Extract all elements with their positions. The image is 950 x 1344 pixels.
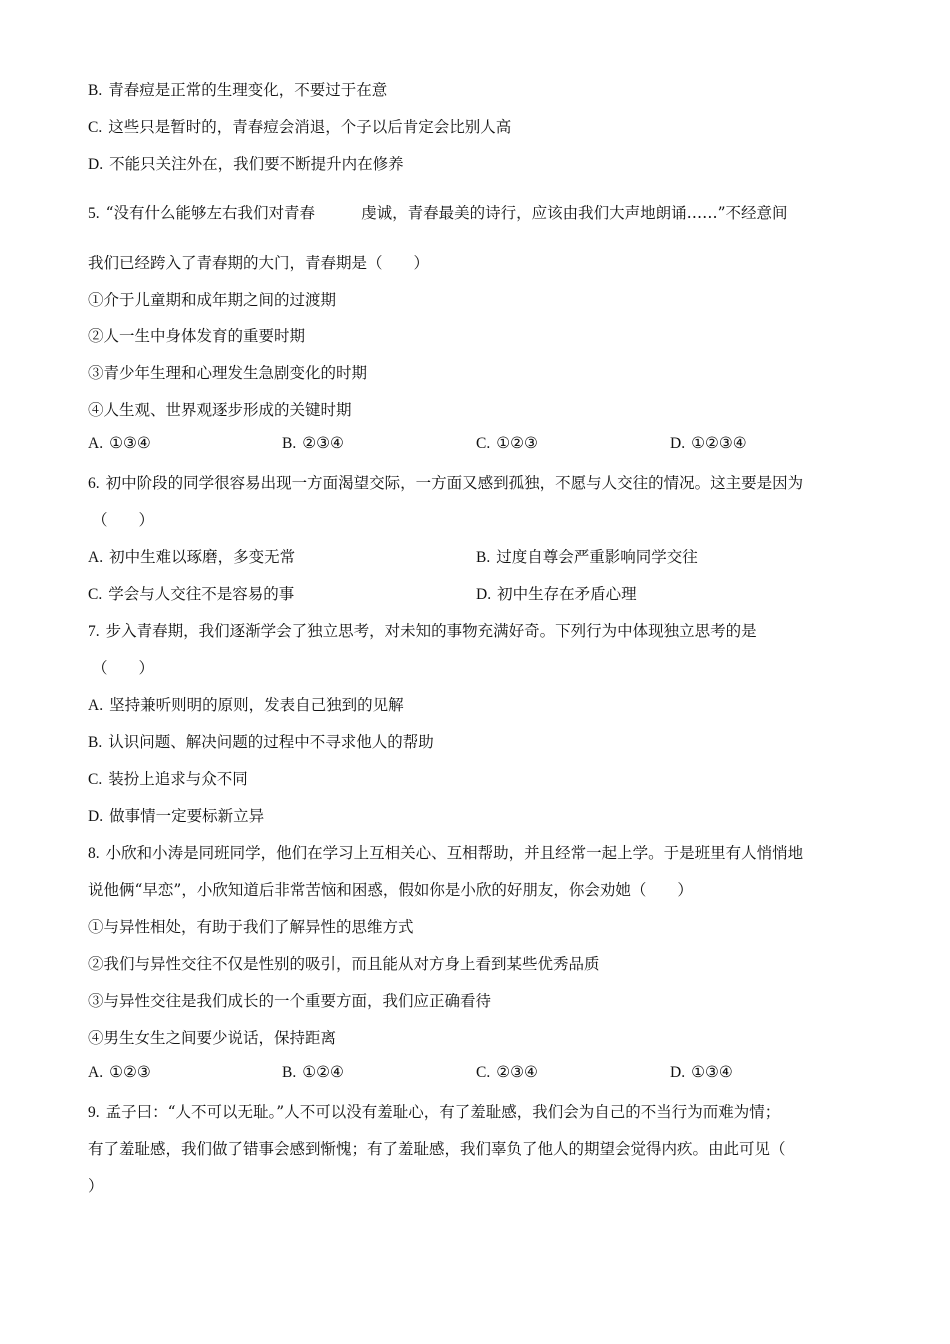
q5-option-a bbox=[88, 434, 151, 453]
q6-stem-text: 初中阶段的同学很容易出现一方面渴望交际，一方面又感到孤独，不愿与人交往的情况。这主要是因为 bbox=[105, 474, 804, 492]
q8-option-d bbox=[670, 1063, 733, 1082]
option-label: B. bbox=[88, 734, 103, 751]
q5-option-c bbox=[476, 434, 538, 453]
q4-option-b bbox=[88, 78, 387, 100]
option-text: 学会与人交往不是容易的事 bbox=[108, 585, 295, 603]
q8-stem-text: 小欣和小涛是同班同学，他们在学习上互相关心、互相帮助，并且经常一起上学。于是班里有人悄悄地 bbox=[105, 844, 804, 862]
question-number: 7. bbox=[88, 623, 100, 640]
option-label: A. bbox=[88, 435, 104, 452]
q7-option-b bbox=[88, 730, 434, 752]
q8-option-a bbox=[88, 1063, 151, 1082]
option-label: D. bbox=[670, 435, 686, 452]
q7-stem-line1 bbox=[88, 619, 757, 641]
question-number: 5. bbox=[88, 205, 100, 222]
q7-answer-bracket: （ ） bbox=[92, 659, 155, 677]
q6-option-b bbox=[476, 545, 698, 567]
q5-stem-part-a: “没有什么能够左右我们对青春 bbox=[105, 204, 316, 222]
option-text: 初中生难以琢磨，多变无常 bbox=[109, 548, 296, 566]
q8-item-4: ④男生女生之间要少说话，保持距离 bbox=[88, 1029, 337, 1047]
option-text: ①②③ bbox=[496, 434, 538, 452]
option-text: ①②③ bbox=[109, 1063, 151, 1081]
q8-item-2: ②我们与异性交往不仅是性别的吸引，而且能从对方身上看到某些优秀品质 bbox=[88, 955, 600, 973]
q5-stem-line1 bbox=[88, 201, 788, 223]
q6-answer-bracket: （ ） bbox=[92, 511, 155, 529]
q6-stem-line1 bbox=[88, 471, 803, 493]
option-text: ②③④ bbox=[302, 434, 344, 452]
q5-stem-line2: 我们已经跨入了青春期的大门，青春期是（ ） bbox=[88, 254, 430, 272]
q4-option-c bbox=[88, 115, 511, 137]
option-text: ①②④ bbox=[302, 1063, 344, 1081]
q6-option-a bbox=[88, 545, 295, 567]
option-text: 做事情一定要标新立异 bbox=[109, 807, 265, 825]
option-text: 这些只是暂时的，青春痘会消退，个子以后肯定会比别人高 bbox=[108, 118, 512, 136]
q7-option-a bbox=[88, 693, 404, 715]
q5-item-3: ③青少年生理和心理发生急剧变化的时期 bbox=[88, 364, 368, 382]
q8-option-c bbox=[476, 1063, 538, 1082]
q8-stem-line2: 说他俩“早恋”，小欣知道后非常苦恼和困惑，假如你是小欣的好朋友，你会劝她（ ） bbox=[88, 881, 693, 899]
option-label: C. bbox=[88, 771, 103, 788]
question-number: 6. bbox=[88, 475, 100, 492]
option-label: C. bbox=[476, 1064, 491, 1081]
option-label: B. bbox=[282, 435, 297, 452]
option-text: 过度自尊会严重影响同学交往 bbox=[496, 548, 698, 566]
q5-item-4: ④人生观、世界观逐步形成的关键时期 bbox=[88, 401, 352, 419]
option-label: D. bbox=[476, 586, 492, 603]
q7-option-d bbox=[88, 804, 264, 826]
q8-option-b bbox=[282, 1063, 344, 1082]
option-label: B. bbox=[88, 82, 103, 99]
option-text: 装扮上追求与众不同 bbox=[108, 770, 248, 788]
q9-stem-line2: 有了羞耻感，我们做了错事会感到惭愧；有了羞耻感，我们辜负了他人的期望会觉得内疚。由此可见（ bbox=[88, 1140, 786, 1158]
option-label: C. bbox=[476, 435, 491, 452]
option-label: A. bbox=[88, 1064, 104, 1081]
option-text: ①③④ bbox=[109, 434, 151, 452]
option-label: D. bbox=[88, 156, 104, 173]
q8-stem-line1 bbox=[88, 841, 803, 863]
q7-option-c bbox=[88, 767, 248, 789]
option-label: A. bbox=[88, 697, 104, 714]
option-label: D. bbox=[670, 1064, 686, 1081]
q9-stem-text: 孟子曰：“人不可以无耻。”人不可以没有羞耻心，有了羞耻感，我们会为自己的不当行为而难为情； bbox=[105, 1103, 781, 1121]
q5-option-d bbox=[670, 434, 747, 453]
q4-option-d bbox=[88, 152, 404, 174]
q5-item-1: ①介于儿童期和成年期之间的过渡期 bbox=[88, 291, 337, 309]
q5-option-b bbox=[282, 434, 344, 453]
option-text: 坚持兼听则明的原则，发表自己独到的见解 bbox=[109, 696, 404, 714]
q8-item-1: ①与异性相处，有助于我们了解异性的思维方式 bbox=[88, 918, 414, 936]
option-text: ②③④ bbox=[496, 1063, 538, 1081]
q6-option-d bbox=[476, 582, 637, 604]
option-label: A. bbox=[88, 549, 104, 566]
question-number: 9. bbox=[88, 1104, 100, 1121]
option-text: 不能只关注外在，我们要不断提升内在修养 bbox=[109, 155, 404, 173]
option-text: ①③④ bbox=[691, 1063, 733, 1081]
option-label: C. bbox=[88, 586, 103, 603]
q9-stem-line1 bbox=[88, 1100, 780, 1122]
option-label: B. bbox=[282, 1064, 297, 1081]
question-number: 8. bbox=[88, 845, 100, 862]
q6-option-c bbox=[88, 582, 294, 604]
option-label: D. bbox=[88, 808, 104, 825]
option-text: ①②③④ bbox=[691, 434, 747, 452]
option-text: 青春痘是正常的生理变化，不要过于在意 bbox=[108, 81, 388, 99]
option-label: C. bbox=[88, 119, 103, 136]
q9-stem-line3: ） bbox=[88, 1177, 104, 1195]
option-label: B. bbox=[476, 549, 491, 566]
option-text: 认识问题、解决问题的过程中不寻求他人的帮助 bbox=[108, 733, 434, 751]
option-text: 初中生存在矛盾心理 bbox=[497, 585, 637, 603]
q7-stem-text: 步入青春期，我们逐渐学会了独立思考，对未知的事物充满好奇。下列行为中体现独立思考的是 bbox=[105, 622, 757, 640]
q5-item-2: ②人一生中身体发育的重要时期 bbox=[88, 327, 306, 345]
q8-item-3: ③与异性交往是我们成长的一个重要方面，我们应正确看待 bbox=[88, 992, 492, 1010]
q5-stem-part-b: 虔诚，青春最美的诗行，应该由我们大声地朗诵……”不经意间 bbox=[361, 204, 788, 222]
